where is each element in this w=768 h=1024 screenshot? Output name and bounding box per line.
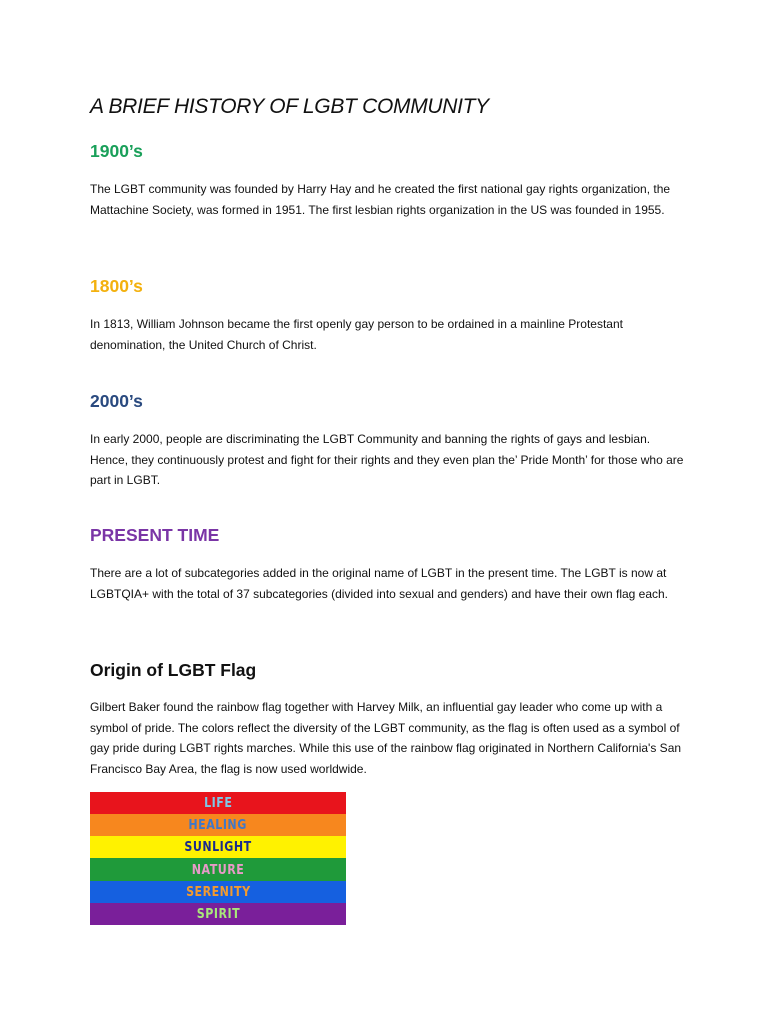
flag-label-sunlight: SUNLIGHT [184, 839, 252, 856]
flag-label-healing: HEALING [188, 817, 248, 834]
flag-stripe-serenity [90, 881, 346, 903]
rainbow-flag-image [90, 792, 346, 925]
flag-label-nature: NATURE [191, 861, 245, 878]
section-heading-flag-origin: Origin of LGBT Flag [90, 660, 257, 680]
section-body-1900s: The LGBT community was founded by Harry Hay and he created the first national gay rights organization, the Mattachine Society, was formed in 1951. The first lesbian rights organization in the US was founded in 1955. [90, 182, 671, 217]
flag-stripe-sunlight [90, 836, 346, 858]
flag-stripe-life [90, 792, 346, 814]
section-heading-2000s: 2000’s [90, 391, 143, 411]
flag-label-serenity: SERENITY [185, 883, 251, 900]
section-heading-1800s: 1800’s [90, 276, 143, 296]
section-body-flag-origin: Gilbert Baker found the rainbow flag together with Harvey Milk, an influential gay leader who come up with a symbol of pride. The colors reflect the diversity of the LGBT community, as the flag is often used as a symbol of gay pride during LGBT rights marches. While this use of the rainbow flag originated in Northern California's San Francisco Bay Area, the flag is now used worldwide. [90, 700, 682, 776]
section-body-present-time: There are a lot of subcategories added in the original name of LGBT in the present time. The LGBT is now at LGBTQIA+ with the total of 37 subcategories (divided into sexual and genders) and have their own flag each. [90, 566, 669, 601]
section-body-1800s: In 1813, William Johnson became the first openly gay person to be ordained in a mainline Protestant denomination, the United Church of Christ. [90, 317, 623, 352]
flag-stripe-healing [90, 814, 346, 836]
section-heading-1900s: 1900’s [90, 141, 143, 161]
flag-stripe-spirit [90, 903, 346, 925]
section-body-2000s: In early 2000, people are discriminating the LGBT Community and banning the rights of gays and lesbian. Hence, they continuously protest and fight for their rights and they even plan the’ Pride Month’ for those who are part in LGBT. [90, 432, 684, 488]
document-title: A BRIEF HISTORY OF LGBT COMMUNITY [90, 95, 489, 118]
flag-label-life: LIFE [203, 795, 233, 812]
section-heading-present-time: PRESENT TIME [90, 525, 220, 545]
flag-label-spirit: SPIRIT [196, 905, 240, 922]
flag-stripe-nature [90, 858, 346, 880]
